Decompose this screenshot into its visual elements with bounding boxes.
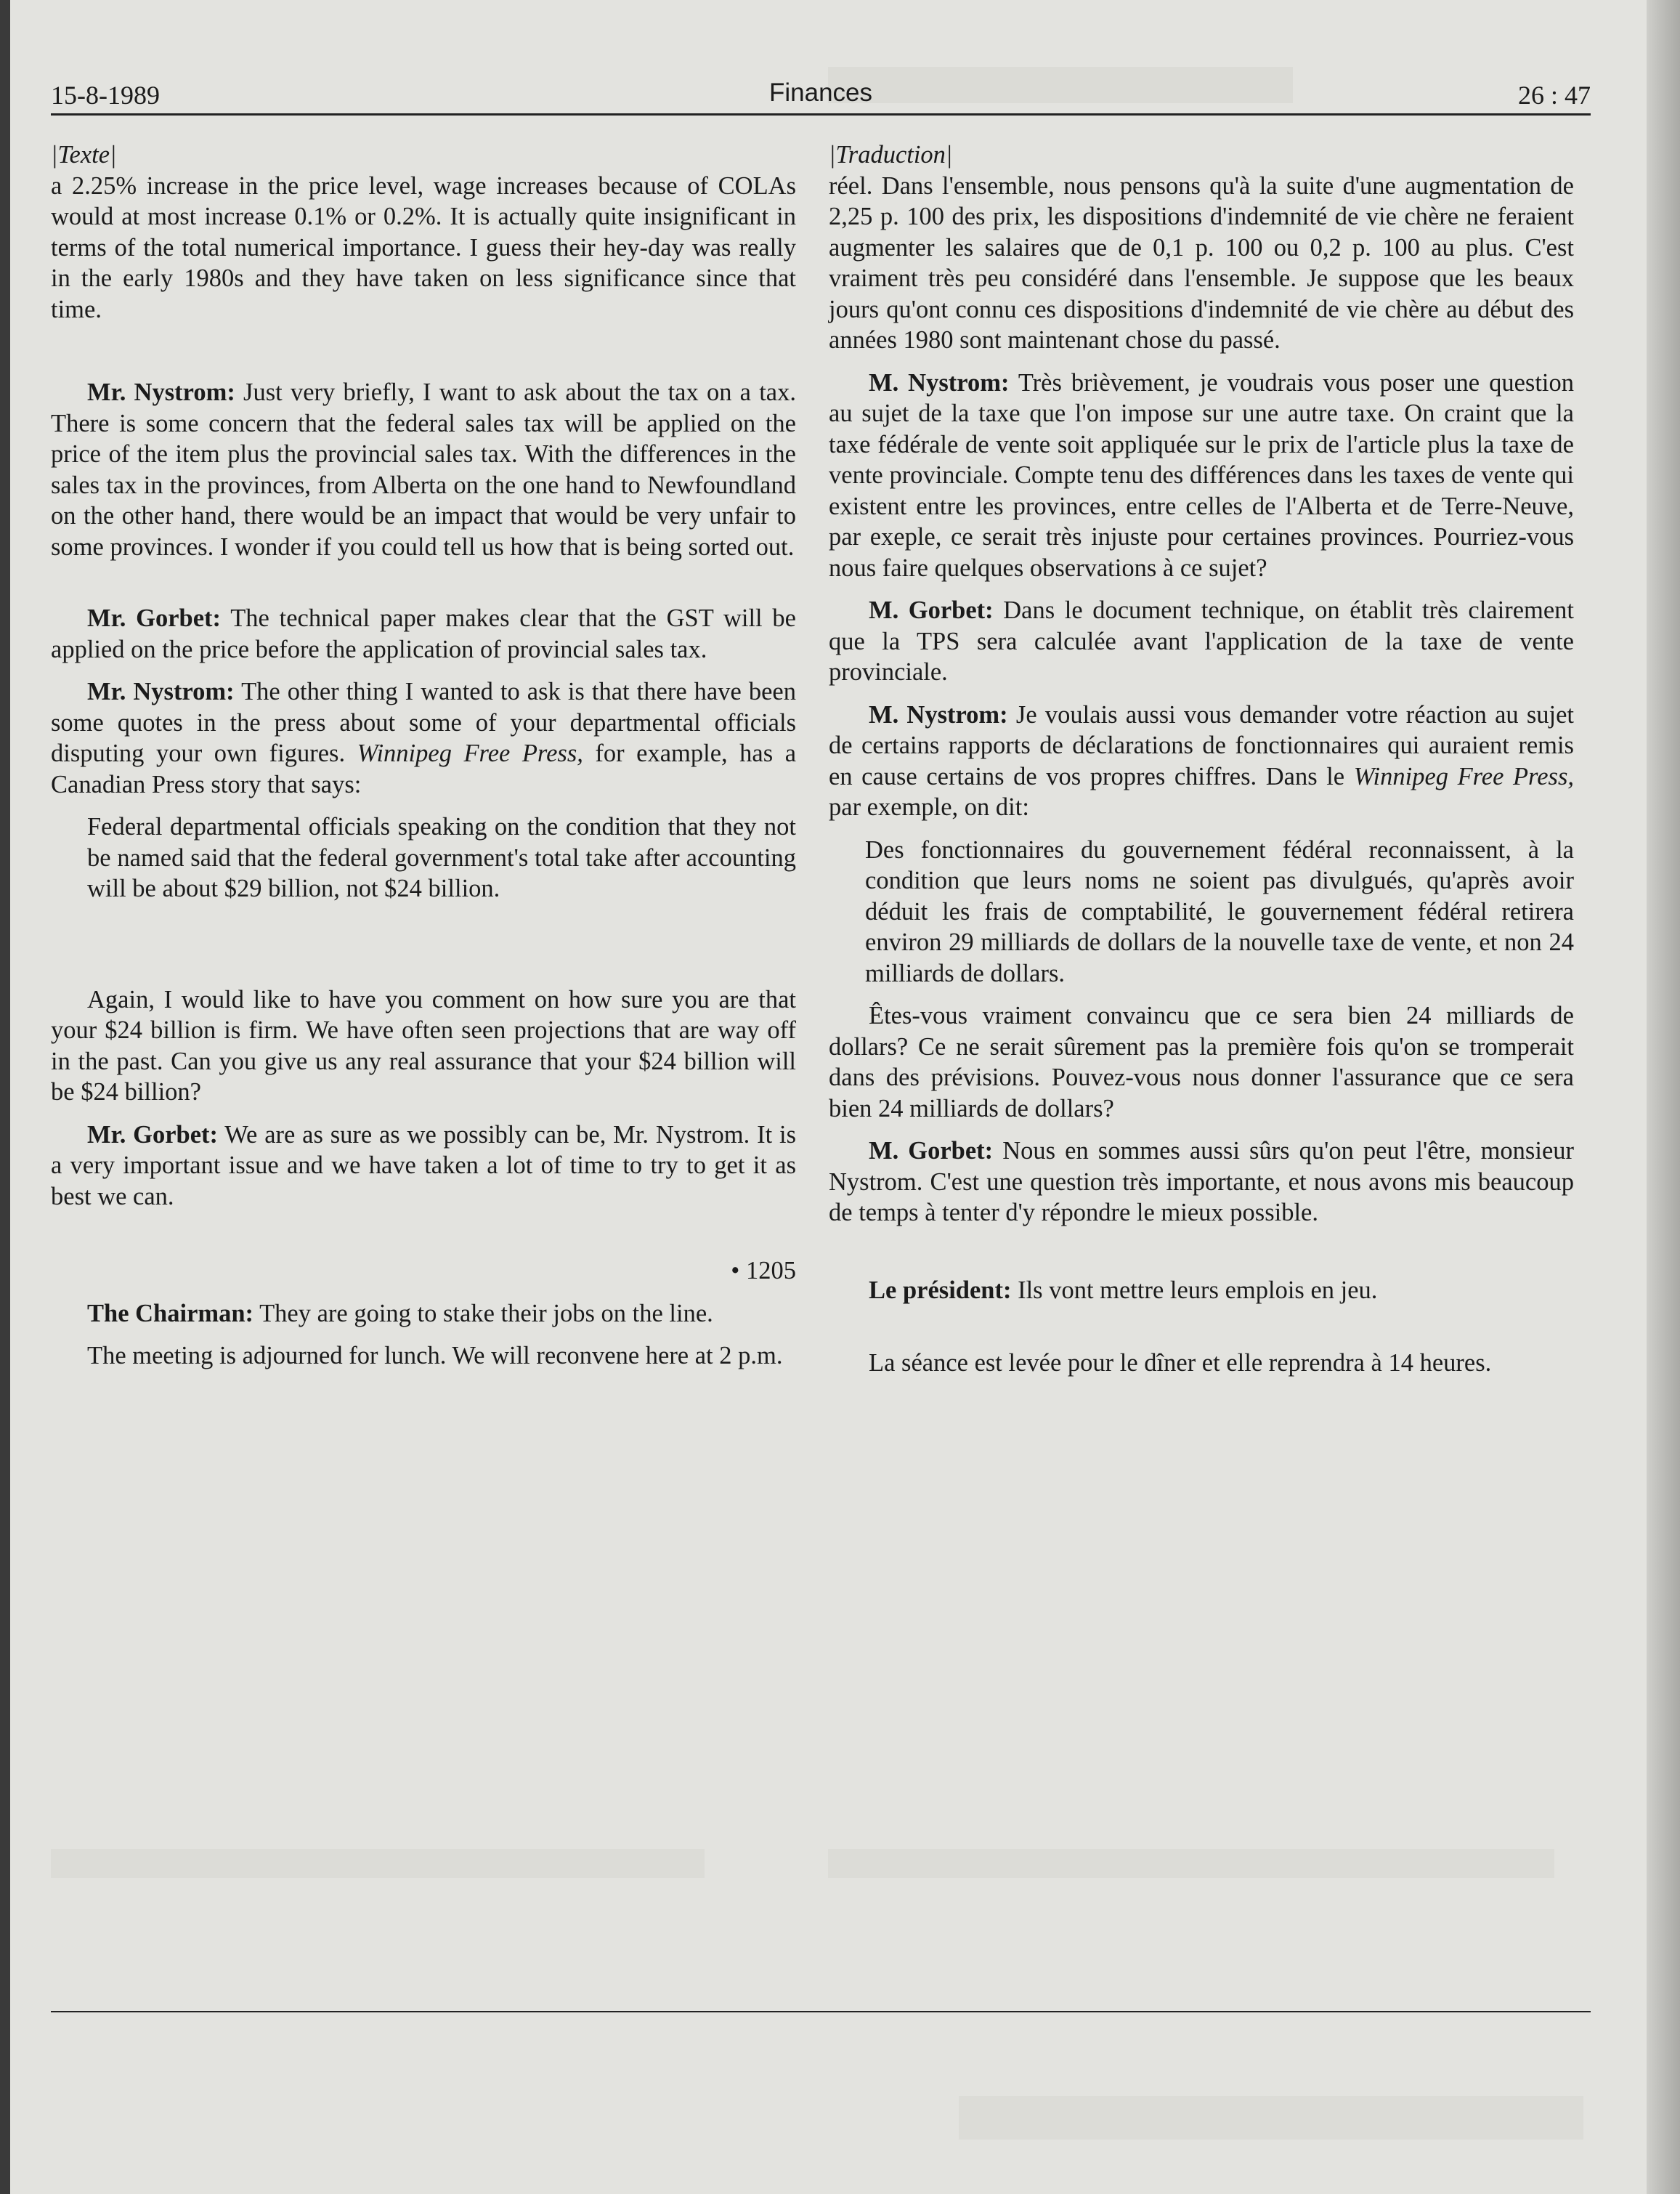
speaker-name: M. Nystrom: xyxy=(869,700,1008,729)
bleed-through-shadow xyxy=(959,2096,1583,2140)
paragraph xyxy=(829,595,1574,688)
speech-text: par exemple, on dit: xyxy=(829,793,1029,821)
publication-title: Winnipeg Free Press, xyxy=(357,740,583,767)
speech-text: Dans le document technique, on établit très clairement que la TPS sera calculée avant l'application de la taxe de vente provinciale. xyxy=(829,596,1574,686)
paragraph xyxy=(51,377,796,562)
french-column xyxy=(829,139,1574,1379)
speech-text: Ils vont mettre leurs emplois en jeu. xyxy=(1018,1276,1378,1304)
paragraph xyxy=(829,368,1574,584)
speech-text: for example, has a Canadian Press story that says: xyxy=(51,740,797,798)
footer-rule xyxy=(51,2011,1591,2012)
speaker-name: M. Gorbet: xyxy=(869,596,994,624)
speech-text: Just very briefly, I want to ask about the tax on a tax. There is some concern that the federal sales tax will be applied on the price of the item plus the provincial sales tax. With the differences in the sales tax in the provinces, from Alberta on the one hand to Newfoundland on the other hand, there would be an impact that would be very unfair to some provinces. I wonder if you could tell us how that is being sorted out. xyxy=(51,379,796,561)
paragraph xyxy=(51,1298,796,1329)
paragraph xyxy=(51,1120,796,1213)
paragraph: La séance est levée pour le dîner et elle reprendra à 14 heures. xyxy=(869,1349,1492,1377)
time-stamp: • 1205 xyxy=(731,1257,796,1284)
running-header xyxy=(51,76,1591,115)
speaker-name: M. Gorbet: xyxy=(869,1137,994,1165)
block-quote: Des fonctionnaires du gouvernement fédéral reconnaissent, à la condition que leurs noms ne soient pas divulgués, qu'après avoir déduit les frais de comptabilité, le gouvernement fédéral retirera environ 29 milliards de dollars de la nouvelle taxe de vente, et non 24 milliards de dollars. xyxy=(865,835,1574,987)
speaker-name: Mr. Nystrom: xyxy=(87,678,235,705)
language-marker: |Texte| xyxy=(51,141,117,169)
paragraph xyxy=(829,700,1574,823)
bleed-through-shadow xyxy=(51,1849,705,1878)
speaker-name: The Chairman: xyxy=(87,1299,254,1327)
speech-text: The technical paper makes clear that the GST will be applied on the price before the application of provincial sales tax. xyxy=(51,604,796,663)
paragraph: réel. Dans l'ensemble, nous pensons qu'à la suite d'une augmentation de 2,25 p. 100 des prix, les dispositions d'indemnité de vie chère ne feraient augmenter les salaires que de 0,1 p. 100 ou 0,2 p. 100 au plus. C'est vraiment très peu considéré dans l'ensemble. Je suppose que les beaux jours qu'ont connu ces dispositions d'indemnité de vie chère au début des années 1980 sont maintenant chose du passé. xyxy=(829,171,1574,354)
paragraph: Êtes-vous vraiment convaincu que ce sera bien 24 milliards de dollars? Ce ne serait sûrement pas la première fois qu'on se tromperait dans des prévisions. Pouvez-vous nous donner l'assurance que ce sera bien 24 milliards de dollars? xyxy=(829,1002,1574,1122)
speech-text: Je voulais aussi vous demander votre réaction au sujet de certains rapports de déclarations de fonctionnaires qui auraient remis en cause certains de vos propres chiffres. Dans le xyxy=(829,700,1575,790)
paragraph: a 2.25% increase in the price level, wage increases because of COLAs would at most increase 0.1% or 0.2%. It is actually quite insignificant in terms of the total numerical importance. I guess their hey-day was really in the early 1980s and they have taken on less significance since that time. xyxy=(51,171,796,323)
header-rule xyxy=(51,113,1591,116)
header-page-number: 26 : 47 xyxy=(1517,81,1591,110)
header-date: 15-8-1989 xyxy=(51,81,160,110)
block-quote: Federal departmental officials speaking on the condition that they not be named said that the federal government's total take after accounting will be about $29 billion, not $24 billion. xyxy=(87,813,796,902)
paragraph xyxy=(51,603,796,665)
language-marker: |Traduction| xyxy=(829,141,953,169)
english-column xyxy=(51,139,796,1372)
speaker-name: Mr. Gorbet: xyxy=(87,1120,219,1149)
paragraph xyxy=(51,676,796,800)
header-title: Finances xyxy=(768,78,873,107)
speech-text: They are going to stake their jobs on the line. xyxy=(259,1299,713,1327)
paragraph xyxy=(829,1275,1574,1306)
speaker-name: Le président: xyxy=(869,1276,1012,1304)
speaker-name: M. Nystrom: xyxy=(869,368,1010,397)
paragraph: The meeting is adjourned for lunch. We will reconvene here at 2 p.m. xyxy=(87,1342,783,1369)
publication-title: Winnipeg Free Press, xyxy=(1353,762,1574,790)
bleed-through-shadow xyxy=(828,1849,1554,1878)
speech-text: Très brièvement, je voudrais vous poser une question au sujet de la taxe que l'on impose sur une autre taxe. On craint que la taxe fédérale de vente soit appliquée sur le prix de l'article plus la taxe de vente provinciale. Compte tenu des différences dans les taxes de vente qui existent entre les provinces, entre celles de l'Alberta et de Terre-Neuve, par exeple, ce serait très injuste pour certaines provinces. Pourriez-vous nous faire quelques observations à ce sujet? xyxy=(829,368,1574,582)
speaker-name: Mr. Gorbet: xyxy=(87,604,222,632)
speech-text: The other thing I wanted to ask is that there have been some quotes in the press about some of your departmental officials disputing your own figures. xyxy=(51,678,796,767)
speaker-name: Mr. Nystrom: xyxy=(87,379,235,406)
speech-text: Nous en sommes aussi sûrs qu'on peut l'être, monsieur Nystrom. C'est une question très importante, et nous avons mis beaucoup de temps à tenter d'y répondre le mieux possible. xyxy=(829,1137,1574,1226)
paragraph xyxy=(829,1136,1574,1228)
speech-text: We are as sure as we possibly can be, Mr. Nystrom. It is a very important issue and we have taken a lot of time to try to get it as best we can. xyxy=(51,1120,796,1210)
paragraph: Again, I would like to have you comment on how sure you are that your $24 billion is firm. We have often seen projections that are way off in the past. Can you give us any real assurance that your $24 billion will be $24 billion? xyxy=(51,985,796,1106)
